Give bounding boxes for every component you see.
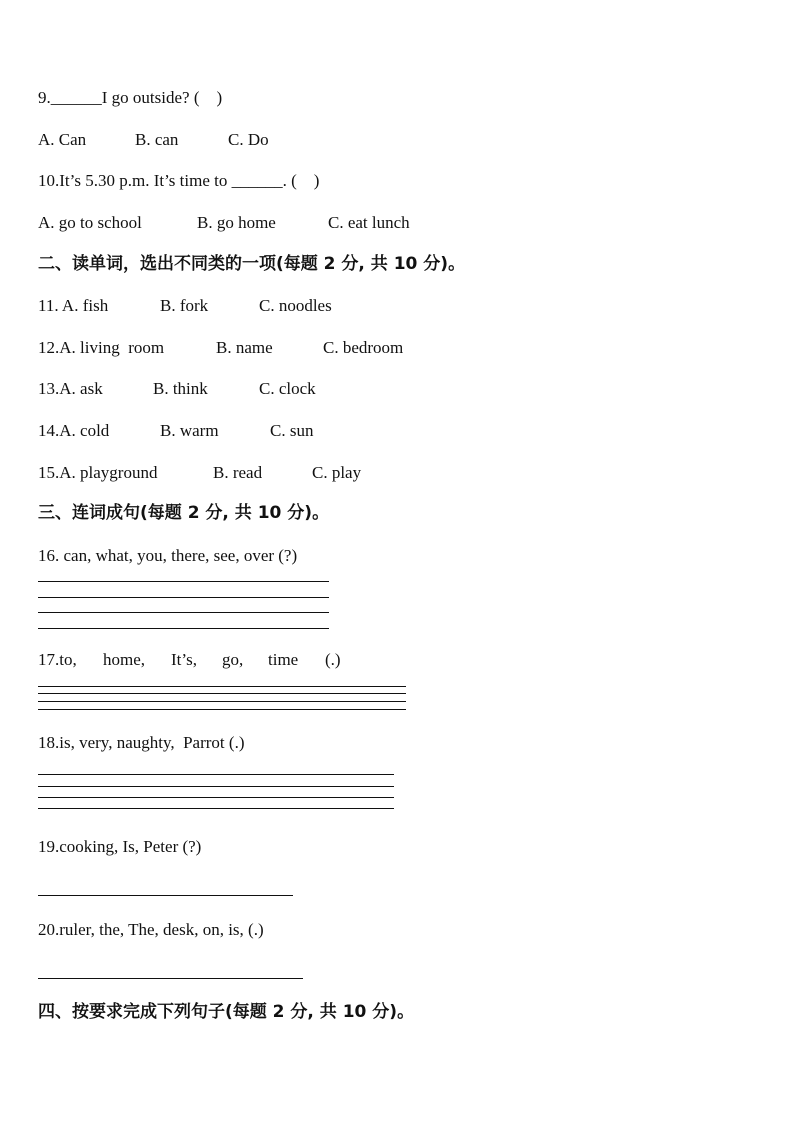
- answer-line[interactable]: [38, 628, 329, 629]
- q18-prompt: 18.is, very, naughty, Parrot (.): [38, 733, 245, 752]
- q15-option-a: 15.A. playground: [38, 463, 158, 482]
- q13-option-a: 13.A. ask: [38, 379, 103, 398]
- q13-option-b: B. think: [153, 379, 208, 398]
- answer-line[interactable]: [38, 786, 394, 787]
- answer-line[interactable]: [38, 808, 394, 809]
- q14-option-b: B. warm: [160, 421, 219, 440]
- section-2-heading: 二、读单词，选出不同类的一项(每题 2 分, 共 10 分)。: [38, 254, 466, 274]
- q10-option-c: C. eat lunch: [328, 213, 410, 232]
- q17-word: 17.to,: [38, 650, 77, 669]
- q10-option-a: A. go to school: [38, 213, 142, 232]
- answer-line[interactable]: [38, 701, 406, 702]
- answer-line[interactable]: [38, 774, 394, 775]
- section-3-heading: 三、连词成句(每题 2 分, 共 10 分)。: [38, 503, 330, 523]
- answer-line[interactable]: [38, 581, 329, 582]
- q11-option-b: B. fork: [160, 296, 209, 315]
- answer-line[interactable]: [38, 693, 406, 694]
- q14-option-a: 14.A. cold: [38, 421, 110, 440]
- q9-option-a: A. Can: [38, 130, 87, 149]
- q12-option-c: C. bedroom: [323, 338, 404, 357]
- answer-line[interactable]: [38, 709, 406, 710]
- answer-line[interactable]: [38, 895, 293, 896]
- q15-option-c: C. play: [312, 463, 362, 482]
- q19-prompt: 19.cooking, Is, Peter (?): [38, 837, 202, 856]
- q11-option-c: C. noodles: [259, 296, 332, 315]
- q10-stem: 10.It’s 5.30 p.m. It’s time to ______. ( ): [38, 171, 320, 190]
- answer-line[interactable]: [38, 686, 406, 687]
- answer-line[interactable]: [38, 597, 329, 598]
- answer-line[interactable]: [38, 978, 303, 979]
- q9-option-c: C. Do: [228, 130, 269, 149]
- q20-prompt: 20.ruler, the, The, desk, on, is, (.): [38, 920, 264, 939]
- q12-option-b: B. name: [216, 338, 273, 357]
- q17-word: (.): [325, 650, 341, 669]
- q16-prompt: 16. can, what, you, there, see, over (?): [38, 546, 298, 565]
- q12-option-a: 12.A. living room: [38, 338, 165, 357]
- q17-word: It’s,: [171, 650, 197, 669]
- q15-option-b: B. read: [213, 463, 263, 482]
- q14-option-c: C. sun: [270, 421, 314, 440]
- q9-stem: 9.______I go outside? ( ): [38, 88, 223, 107]
- answer-line[interactable]: [38, 612, 329, 613]
- section-4-heading: 四、按要求完成下列句子(每题 2 分, 共 10 分)。: [38, 1002, 415, 1022]
- q11-option-a: 11. A. fish: [38, 296, 109, 315]
- q13-option-c: C. clock: [259, 379, 316, 398]
- answer-line[interactable]: [38, 797, 394, 798]
- q17-word: go,: [222, 650, 244, 669]
- q17-word: home,: [103, 650, 146, 669]
- q10-option-b: B. go home: [197, 213, 276, 232]
- q9-option-b: B. can: [135, 130, 179, 149]
- q17-word: time: [268, 650, 299, 669]
